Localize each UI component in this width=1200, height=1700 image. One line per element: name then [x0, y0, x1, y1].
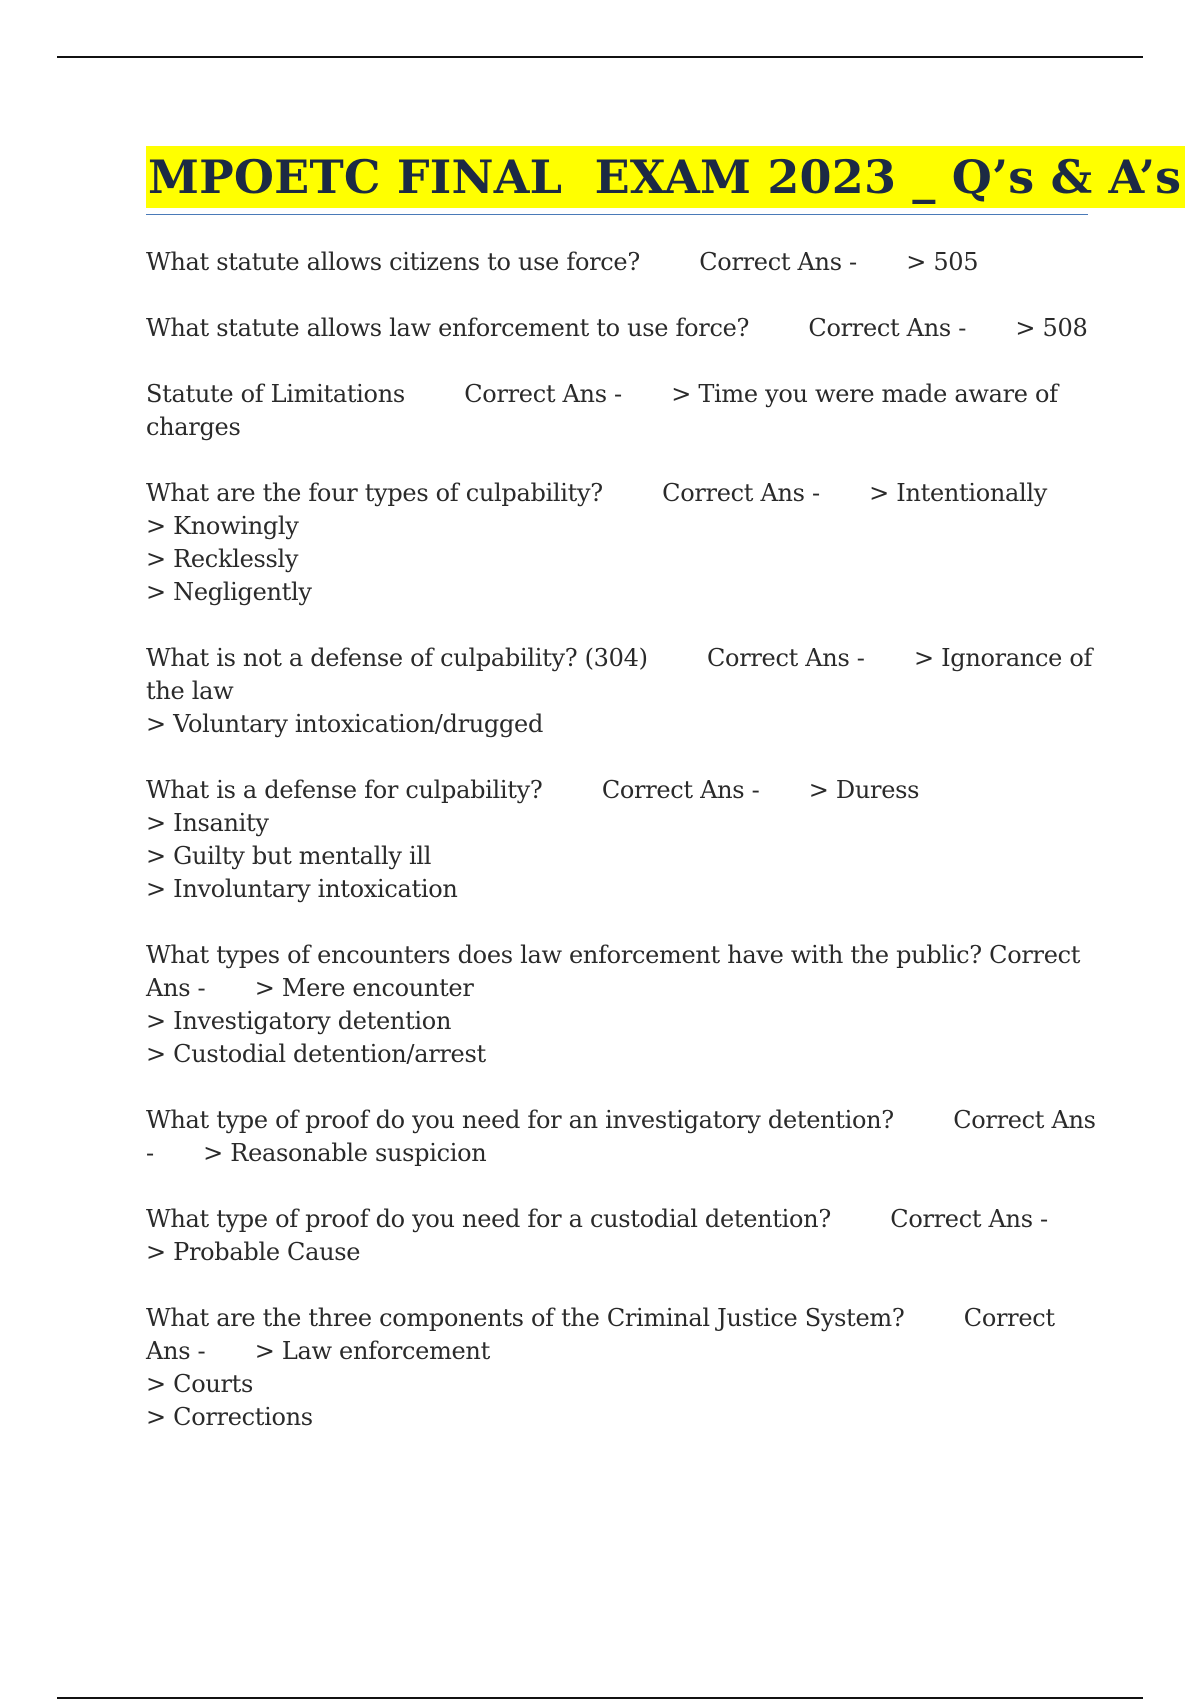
- answer-line: > Recklessly: [146, 545, 299, 573]
- answer-text: > Intentionally: [869, 479, 1048, 507]
- question-text: What type of proof do you need for an investigatory detention?: [146, 1106, 894, 1134]
- question-text: What statute allows law enforcement to use force?: [146, 314, 750, 342]
- answer-line: > Involuntary intoxication: [146, 875, 458, 903]
- question-text: What statute allows citizens to use force?: [146, 248, 640, 276]
- correct-answer-label: Correct Ans -: [699, 248, 857, 276]
- answer-text: > Ignorance of the law: [146, 644, 1093, 705]
- answer-line: > Insanity: [146, 809, 269, 837]
- question-text: What types of encounters does law enforcement have with the public?: [146, 941, 982, 969]
- question-text: What are the three components of the Criminal Justice System?: [146, 1304, 905, 1332]
- page-bottom-rule: [57, 1697, 1143, 1699]
- qa-item: [146, 378, 1096, 444]
- question-text: What is not a defense of culpability? (304): [146, 644, 648, 672]
- answer-line: > Guilty but mentally ill: [146, 842, 432, 870]
- correct-answer-label: Correct Ans -: [464, 380, 622, 408]
- question-text: What are the four types of culpability?: [146, 479, 603, 507]
- qa-item: [146, 477, 1096, 609]
- qa-item: [146, 246, 1096, 279]
- answer-line: > Voluntary intoxication/drugged: [146, 710, 544, 738]
- document-title: MPOETC FINAL EXAM 2023 _ Q’s & A’s: [146, 146, 1185, 208]
- qa-item: [146, 1104, 1096, 1170]
- answer-line: > Corrections: [146, 1403, 313, 1431]
- answer-line: > Custodial detention/arrest: [146, 1040, 486, 1068]
- answer-text: > Law enforcement: [254, 1337, 490, 1365]
- qa-item: [146, 642, 1096, 741]
- answer-text: > Probable Cause: [146, 1238, 361, 1266]
- qa-list: [146, 246, 1096, 1467]
- qa-item: [146, 312, 1096, 345]
- correct-answer-label: Correct Ans -: [808, 314, 967, 342]
- question-text: What type of proof do you need for a custodial detention?: [146, 1205, 831, 1233]
- qa-item: [146, 939, 1096, 1071]
- correct-answer-label: Correct Ans -: [601, 776, 760, 804]
- answer-text: > Time you were made aware of charges: [146, 380, 1058, 441]
- answer-line: > Courts: [146, 1370, 254, 1398]
- answer-text: > Mere encounter: [254, 974, 474, 1002]
- correct-answer-label: Correct Ans -: [890, 1205, 1048, 1233]
- question-text: What is a defense for culpability?: [146, 776, 543, 804]
- qa-item: [146, 1203, 1096, 1269]
- correct-answer-label: Correct Ans -: [146, 941, 1081, 1002]
- title-underline: [146, 214, 1088, 215]
- answer-text: > Reasonable suspicion: [203, 1139, 487, 1167]
- qa-item: [146, 1302, 1096, 1434]
- page-top-rule: [57, 56, 1143, 58]
- correct-answer-label: Correct Ans -: [706, 644, 865, 672]
- answer-text: > 508: [1015, 314, 1088, 342]
- question-text: Statute of Limitations: [146, 380, 405, 408]
- title-block: [146, 146, 1182, 208]
- answer-text: > 505: [906, 248, 979, 276]
- answer-line: > Knowingly: [146, 512, 299, 540]
- qa-item: [146, 774, 1096, 906]
- answer-text: > Duress: [808, 776, 920, 804]
- correct-answer-label: Correct Ans -: [146, 1304, 1055, 1365]
- correct-answer-label: Correct Ans -: [146, 1106, 1096, 1167]
- answer-line: > Negligently: [146, 578, 312, 606]
- correct-answer-label: Correct Ans -: [662, 479, 820, 507]
- answer-line: > Investigatory detention: [146, 1007, 452, 1035]
